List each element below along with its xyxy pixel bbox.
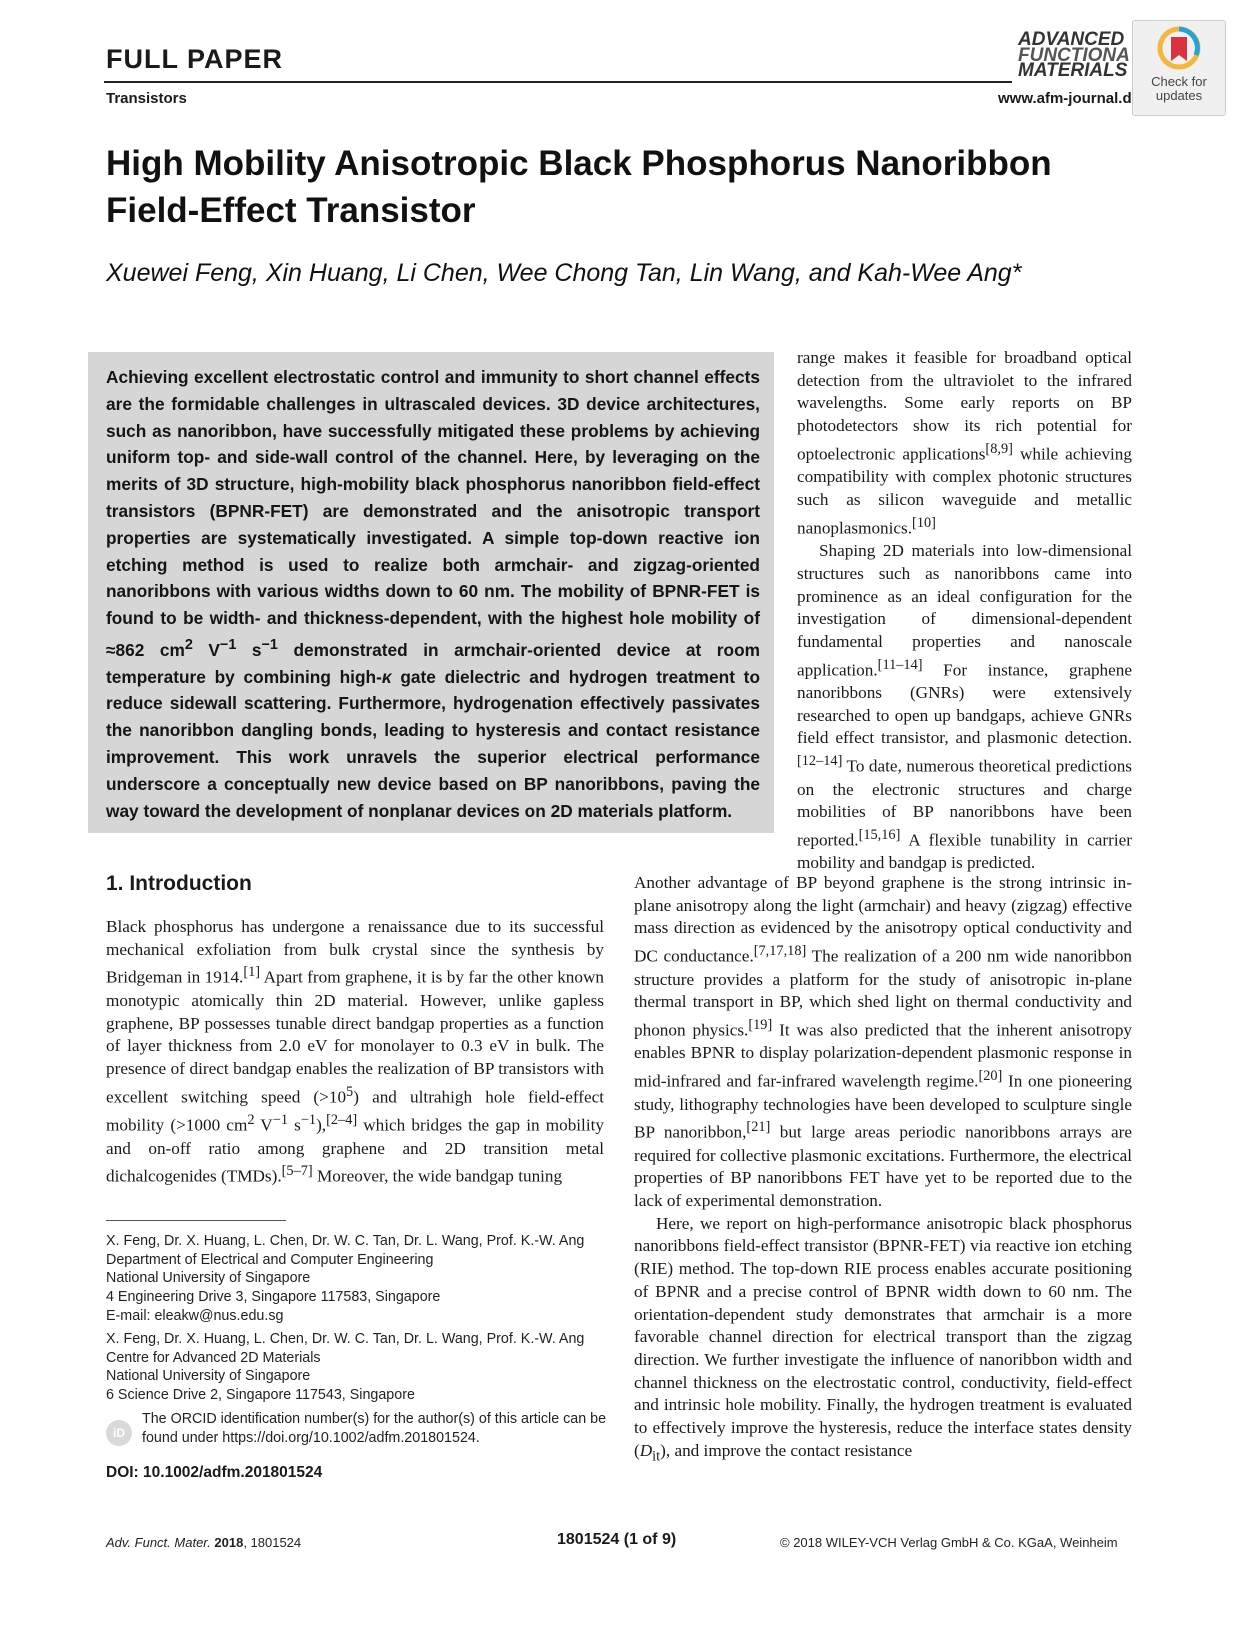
- footer-copyright: © 2018 WILEY-VCH Verlag GmbH & Co. KGaA, Weinheim: [780, 1535, 1118, 1550]
- right-column-top: [797, 347, 1132, 875]
- citation-link[interactable]: [8,9]: [985, 440, 1013, 457]
- affiliation-2: [106, 1330, 606, 1405]
- crossmark-line-1: Check for: [1151, 74, 1207, 89]
- affiliation-line: X. Feng, Dr. X. Huang, L. Chen, Dr. W. C. Tan, Dr. L. Wang, Prof. K.-W. Ang: [106, 1233, 585, 1249]
- check-for-updates-button[interactable]: [1132, 20, 1226, 116]
- logo-line-3: MATERIALS: [1018, 60, 1128, 82]
- citation-link[interactable]: [5–7]: [281, 1163, 313, 1180]
- journal-url-link[interactable]: www.afm-journal.d: [998, 90, 1132, 107]
- section-type: FULL PAPER: [106, 44, 284, 74]
- logo-line-1: ADVANCED: [1018, 29, 1125, 50]
- citation-link[interactable]: [15,16]: [858, 827, 901, 843]
- abstract-box: [88, 352, 774, 833]
- paragraph: Another advantage of BP beyond graphene is the strong intrinsic in-plane anisotropy along the light (armchair) and heavy (zigzag) effective mass direction as evidenced by the anisotropy optical conductivity and DC conductance.[7,17,18] The realization of a 200 nm wide nanoribbon structure provides a platform for the study of anisotropic in-plane thermal transport in BP, which shed light on thermal conductivity and phonon physics.[19] It was also predicted that the inherent anisotropy enables BPNR to display polarization-dependent plasmonic response in mid-infrared and far-infrared wavelength regime.[20] In one pioneering study, lithography technologies have been developed to sculpture single BP nanoribbon,[21] but large areas periodic nanoribbons arrays are required for collective plasmonic excitations. Furthermore, the electrical properties of BP nanoribbons FET have yet to be reported due to the lack of experimental demonstration.: [634, 873, 1133, 1211]
- section-category: Transistors: [106, 90, 187, 107]
- title-line-2: Field-Effect Transistor: [106, 191, 476, 230]
- footnote-rule: [106, 1220, 286, 1221]
- citation-link[interactable]: [10]: [912, 514, 936, 531]
- email-link[interactable]: E-mail: eleakw@nus.edu.sg: [106, 1307, 284, 1324]
- paragraph: range makes it feasible for broadband optical detection from the ultraviolet to the infrared wavelengths. Some early reports on BP photodetectors show its rich potential for optoelectronic applications[8,9] while achieving compatibility with complex photonic structures such as silicon waveguide and metallic nanoplasmonics.[10]: [797, 348, 1132, 538]
- citation-link[interactable]: [20]: [978, 1068, 1003, 1085]
- affiliation-line: 4 Engineering Drive 3, Singapore 117583, Singapore: [106, 1289, 441, 1306]
- title-line-1: High Mobility Anisotropic Black Phosphorus Nanoribbon: [106, 144, 1052, 183]
- crossmark-line-2: updates: [1155, 88, 1203, 103]
- citation-link[interactable]: [21]: [746, 1119, 771, 1136]
- citation-link[interactable]: [7,17,18]: [753, 943, 807, 960]
- right-column-bottom: [634, 872, 1132, 1468]
- author-list: Xuewei Feng, Xin Huang, Li Chen, Wee Chong Tan, Lin Wang, and Kah-Wee Ang*: [106, 259, 1022, 287]
- orcid-icon: iD: [106, 1420, 132, 1446]
- orcid-note: The ORCID identification number(s) for the author(s) of this article can be found under https://doi.org/10.1002/adfm.201801524.: [142, 1411, 607, 1446]
- affiliation-line: National University of Singapore: [106, 1368, 311, 1385]
- affiliation-line: National University of Singapore: [106, 1270, 311, 1287]
- footer-citation: Adv. Funct. Mater. 2018, 1801524: [106, 1535, 302, 1550]
- affiliation-line: Centre for Advanced 2D Materials: [106, 1349, 321, 1366]
- citation-link[interactable]: [2–4]: [326, 1112, 358, 1129]
- paper-title: [106, 140, 1156, 234]
- abstract-text: Achieving excellent electrostatic control and immunity to short channel effects are the formidable challenges in ultrascaled devices. 3D device architectures, such as nanoribbon, have successfully mitigated these problems by achieving uniform top- and side-wall control of the channel. Here, by leveraging on the merits of 3D structure, high-mobility black phosphorus nanoribbon field-effect transistors (BPNR-FET) are demonstrated and the anisotropic transport properties are systematically investigated. A simple top-down reactive ion etching method is used to realize both armchair- and zigzag-oriented nanoribbons with various widths down to 60 nm. The mobility of BPNR-FET is found to be width- and thickness-dependent, with the highest hole mobility of ≈862 $cm^2$ $V^{-1}$ $s^{-1}$ demonstrated in armchair-oriented device at room temperature by combining high-κ gate dielectric and hydrogen treatment to reduce sidewall scattering. Furthermore, hydrogenation effectively passivates the nanoribbon dangling bonds, leading to hysteresis and contact resistance improvement. This work unravels the superior electrical performance underscore a conceptually new device based on BP nanoribbons, paving the way toward the development of nonplanar devices on 2D materials platform.: [106, 367, 760, 821]
- paragraph: Shaping 2D materials into low-dimensional structures such as nanoribbons came into prominence as an ideal configuration for the investigation of dimensional-dependent fundamental properties and nanoscale application.[11–14] For instance, graphene nanoribbons (GNRs) were extensively researched to open up bandgaps, achieve GNRs field effect transistor, and plasmonic detection.[12–14] To date, numerous theoretical predictions on the electronic structures and charge mobilities of BP nanoribbons have been reported.[15,16] A flexible tunability in carrier mobility and bandgap is predicted.: [797, 541, 1132, 873]
- journal-logo: [1018, 29, 1130, 82]
- affiliation-line: 6 Science Drive 2, Singapore 117543, Singapore: [106, 1387, 415, 1404]
- affiliation-1: [106, 1232, 606, 1326]
- citation-link[interactable]: [12–14]: [797, 753, 843, 770]
- citation-link[interactable]: [19]: [748, 1016, 773, 1033]
- crossmark-icon: [1156, 25, 1202, 75]
- affiliation-line: X. Feng, Dr. X. Huang, L. Chen, Dr. W. C. Tan, Dr. L. Wang, Prof. K.-W. Ang: [106, 1331, 585, 1347]
- intro-heading: 1. Introduction: [106, 872, 252, 895]
- logo-line-2: FUNCTIONA: [1018, 44, 1130, 66]
- citation-link[interactable]: [1]: [243, 964, 261, 981]
- affiliation-line: Department of Electrical and Computer Engineering: [106, 1251, 434, 1268]
- page-number: 1801524 (1 of 9): [557, 1531, 677, 1548]
- intro-paragraph: Black phosphorus has undergone a renaissance due to its successful mechanical exfoliation from bulk crystal since the synthesis by Bridgeman in 1914.[1] Apart from graphene, it is by far the other known monotypic atomically thin 2D material. However, unlike gapless graphene, BP possesses tunable direct bandgap properties as a function of layer thickness from 2.0 eV for monolayer to 0.3 eV in bulk. The presence of direct bandgap enables the realization of BP transistors with excellent switching speed $(>10^5)$ and ultrahigh hole field-effect mobility (>1000 $cm^2$ $V^{-1}$ $s^{-1}),[2-4]$ which bridges the gap in mobility and on-off ratio among graphene and 2D transition metal dichalcogenides (TMDs).[5–7] Moreover, the wide bandgap tuning: [106, 917, 605, 1186]
- paragraph: Here, we report on high-performance anisotropic black phosphorus nanoribbons field-effect transistor (BPNR-FET) via reactive ion etching (RIE) method. The top-down RIE process enables accurate positioning of BPNR and a precise control of BPNR width down to 60 nm. The orientation-dependent study demonstrates that armchair is a more favorable channel direction for electrical transport than the zigzag direction. We further investigate the influence of nanoribbon width and channel thickness on the electrostatic control, conductivity, field-effect and intrinsic hole mobility. Finally, the hydrogen treatment is evaluated to effectively improve the hysteresis, reduce the interface states density $(D_{it})$, and improve the contact resistance: [634, 1213, 1132, 1465]
- citation-link[interactable]: [11–14]: [877, 656, 923, 673]
- doi-link[interactable]: DOI: 10.1002/adfm.201801524: [106, 1464, 323, 1481]
- header-rule: [104, 81, 1012, 83]
